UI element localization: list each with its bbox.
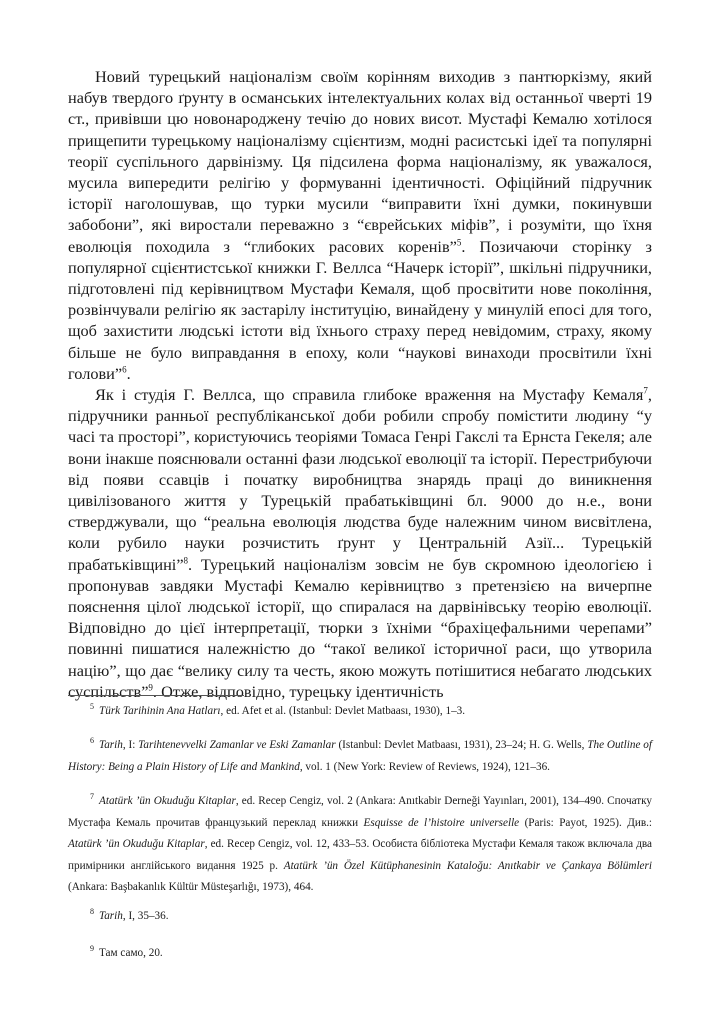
footnote-text: $^5$ Türk Tarihinin Ana Hatları, ed. Afet et al. (Istanbul: Devlet Matbaası, 1930), 1–3. bbox=[90, 702, 466, 717]
italic-title: Atatürk ’ün Okuduğu Kitaplar bbox=[99, 795, 236, 807]
italic-title: Tarih bbox=[99, 910, 123, 922]
footnote-text: $^8$ Tarih, I, 35–36. bbox=[90, 907, 169, 922]
footnote-text: $^9$ Там само, 20. bbox=[90, 944, 163, 959]
footnote-9 bbox=[68, 943, 652, 965]
italic-title: Tarih bbox=[99, 739, 123, 751]
italic-title: Atatürk ’ün Okuduğu Kitaplar bbox=[68, 838, 205, 850]
footnote-number: 5 bbox=[90, 702, 94, 712]
footnote-number: 8 bbox=[90, 907, 94, 917]
footnote-6 bbox=[68, 735, 652, 778]
footnote-text: $^6$ Tarih, I: Tarihtenevvelki Zamanlar ve Eski Zamanlar (Istanbul: Devlet Matbaası, 1931), 23–24; H. G. Wells, The Outline of History: Being a Plain History of Life and Mankind, vol. 1 (New York: Review of Reviews, 1924), 121–36. bbox=[68, 736, 652, 773]
footnote-number: 9 bbox=[90, 944, 94, 954]
paragraph: Як і студія Г. Веллса, що справила глибоке враження на Мустафу Кемаля$^7$, підручники ранньої республіканської доби робили спробу помістити людину “у часі та просторі”, користуючись теоріями Томаса Генрі Гакслі та Ернста Гекеля; але вони інакше пояснювали останні фази людської еволюції та історії. Перестрибуючи від появи ссавців і початку виробництва знарядь праці до виникнення цивілізованого життя у Турецькій прабатьківщині бл. 9000 до н.е., вони стверджували, що “реальна еволюція людства буде належним чином висвітлена, коли рубило науки розчистить ґрунт у Центральній Азії... Турецькій прабатьківщині”$^8$. Турецький націоналізм зовсім не був скромною ідеологією і пропонував завдяки Мустафі Кемалю керівництво з претензією на вичерпне пояснення цілої людської історії, що спиралася на дарвінівську теорію еволюції. Відповідно до цієї інтерпретації, тюрки з їхніми “брахіцефальними черепами” повинні пишатися належністю до “такої великої історичної раси, що утворила націю”, що дає “велику силу та честь, якою можуть потішитися небагато людських суспільств”$^9$. Отже, відповідно, турецьку ідентичність bbox=[68, 385, 652, 701]
italic-title: Tarihtenevvelki Zamanlar ve Eski Zamanlar bbox=[138, 739, 336, 751]
italic-title: Atatürk ’ün Özel Kütüphanesinin Kataloğu: Anıtkabir ve Çankaya Bölümleri bbox=[283, 859, 652, 872]
footnote-ref: 9 bbox=[148, 682, 153, 693]
footnote-number: 6 bbox=[90, 736, 94, 746]
italic-title: The Outline of History: Being a Plain History of Life and Mankind bbox=[68, 739, 652, 773]
italic-title: Türk Tarihinin Ana Hatları bbox=[99, 705, 221, 717]
footnote-ref: 7 bbox=[643, 385, 648, 396]
footnote-7 bbox=[68, 791, 652, 899]
footnote-text: $^7$ Atatürk ’ün Okuduğu Kitaplar, ed. Recep Cengiz, vol. 2 (Ankara: Anıtkabir Derneği Yayınları, 2001), 134–490. Спочатку Мустафа Кемаль прочитав французький переклад книжки Esquisse de l’histoire universelle (Paris: Payot, 1925). Див.: Atatürk ’ün Okuduğu Kitaplar, ed. Recep Cengiz, vol. 12, 433–53. Особиста бібліотека Мустафи Кемаля також включала два примірники англійського видання 1925 р. Atatürk ’ün Özel Kütüphanesinin Kataloğu: Anıtkabir ve Çankaya Bölümleri (Ankara: Başbakanlık Kültür Müsteşarlığı, 1973), 464. bbox=[68, 792, 653, 893]
footnote-number: 7 bbox=[90, 792, 94, 802]
footnote-ref: 5 bbox=[456, 237, 462, 248]
footnote-5 bbox=[68, 701, 652, 723]
paragraph: Новий турецький націоналізм своїм корінням виходив з пантюркізму, який набув твердого ґрунту в османських інтелектуальних колах від останньої чверті 19 ст., привівши цю новонароджену течію до нових висот. Мустафі Кемалю хотілося прищепити турецькому націоналізму сцієнтизм, модні расистські ідеї та популярні теорії суспільного дарвінізму. Ця підсилена форма націоналізму, як уважалося, мусила випередити релігію у формуванні ідентичності. Офіційний підручник історії наголошував, що турки мусили “виправити їхні думки, покинувши забобони”, які виростали переважно з “єврейських міфів”, і розуміти, що їхня еволюція походила з “глибоких расових коренів”$^5$. Позичаючи сторінку з популярної сцієнтистської книжки Г. Веллса “Начерк історії”, шкільні підручники, підготовлені під керівництвом Мустафи Кемаля, щоб просвітити нове покоління, розвінчували релігію як застарілу інституцію, винайдену у минулій епосі для того, щоб захистити людські істоти від їхнього страху перед невідомим, страху, якому більше не було виправдання в епоху, коли “наукові винаходи просвітили їхні голови”$^6$. bbox=[68, 67, 652, 383]
footnote-ref: 8 bbox=[183, 555, 189, 566]
italic-title: Esquisse de l’histoire universelle bbox=[363, 816, 520, 829]
footnote-ref: 6 bbox=[122, 364, 127, 375]
footnote-8 bbox=[68, 906, 652, 928]
main-body-text bbox=[68, 66, 652, 702]
footnote-separator bbox=[68, 695, 244, 696]
